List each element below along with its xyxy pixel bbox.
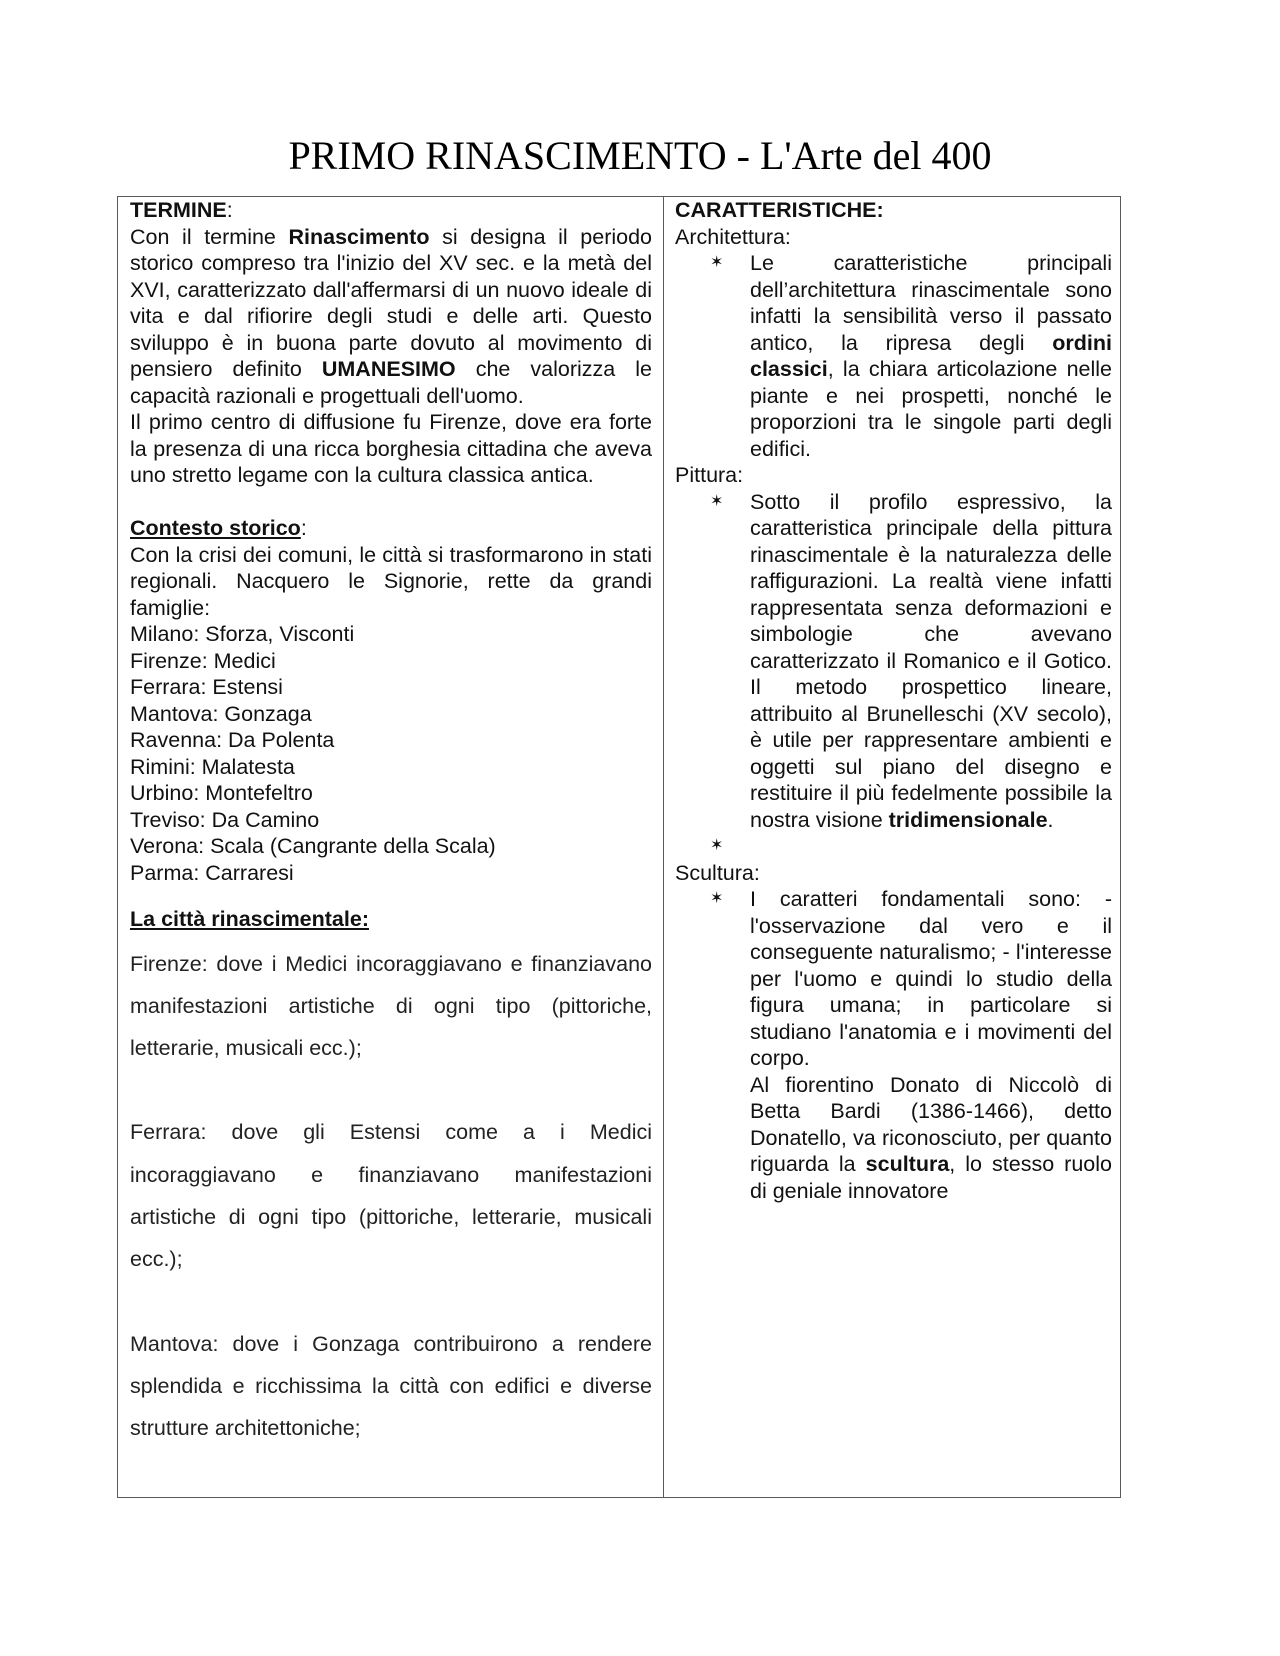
termine-paragraph-2: Il primo centro di diffusione fu Firenze, dove era forte la presenza di una ricca borghesia cittadina che aveva uno stretto legame con la cultura classica antica. xyxy=(130,410,652,487)
list-item: Ravenna: Da Polenta xyxy=(130,728,335,752)
content-table xyxy=(117,196,1121,1498)
architettura-bullet xyxy=(675,250,1112,462)
pittura-text-c: . xyxy=(1047,807,1054,832)
termine-heading: TERMINE xyxy=(130,198,227,222)
termine-heading-line xyxy=(130,197,652,224)
left-cell xyxy=(130,197,652,1449)
termine-term-umanesimo: UMANESIMO xyxy=(321,357,456,381)
pittura-term: tridimensionale xyxy=(888,807,1048,832)
contesto-colon: : xyxy=(300,516,307,540)
citta-heading-line xyxy=(130,906,652,933)
caratteristiche-heading: CARATTERISTICHE: xyxy=(675,198,884,222)
column-divider xyxy=(663,197,664,1497)
right-cell xyxy=(675,197,1112,1204)
list-item: Firenze: Medici xyxy=(130,648,276,673)
termine-term-rinascimento: Rinascimento xyxy=(288,224,430,249)
contesto-heading-line xyxy=(130,515,652,542)
architettura-text-a: Le caratteristiche principali dell’architettura rinascimentale sono infatti la sensibilità verso il passato antico, la ripresa degli xyxy=(750,251,1112,355)
scultura-term: scultura xyxy=(865,1152,950,1176)
scultura-text-1: I caratteri fondamentali sono: - l'osservazione dal vero e il conseguente naturalismo; - l'interesse per l'uomo e quindi lo studio della figura umana; in particolare si studiano l'anatomia e i movimenti del corpo. xyxy=(750,887,1112,1070)
architettura-term: ordini classici xyxy=(750,330,1112,381)
citta-paragraph-mantova: Mantova: dove i Gonzaga contribuirono a rendere splendida e ricchissima la città con edifici e diverse strutture architettoniche; xyxy=(130,1331,652,1441)
citta-paragraph-firenze: Firenze: dove i Medici incoraggiavano e finanziavano manifestazioni artistiche di ogni tipo (pittoriche, letterarie, musicali ecc.); xyxy=(130,951,652,1061)
contesto-intro: Con la crisi dei comuni, le città si trasformarono in stati regionali. Nacquero le Signorie, rette da grandi famiglie: xyxy=(130,542,652,620)
pittura-bullet xyxy=(675,489,1112,834)
star-bullet-icon: ✶ xyxy=(710,492,724,510)
pittura-label: Pittura: xyxy=(675,463,744,487)
scultura-label: Scultura: xyxy=(675,860,760,885)
list-item: Mantova: Gonzaga xyxy=(130,701,312,726)
empty-bullet xyxy=(675,833,1112,860)
citta-heading: La città rinascimentale: xyxy=(130,907,369,931)
contesto-heading: Contesto storico xyxy=(130,516,301,540)
list-item: Verona: Scala (Cangrante della Scala) xyxy=(130,834,496,858)
list-item: Treviso: Da Camino xyxy=(130,807,320,832)
list-item: Milano: Sforza, Visconti xyxy=(130,622,355,646)
termine-colon: : xyxy=(226,198,233,222)
termine-paragraph xyxy=(130,224,652,410)
scultura-text-2c: , lo stesso ruolo di geniale innovatore xyxy=(750,1152,1112,1203)
page-title: PRIMO RINASCIMENTO - L'Arte del 400 xyxy=(288,133,992,178)
scultura-text-2a: Al fiorentino Donato di Niccolò di Betta Bardi (1386-1466), detto Donatello, va riconosciuto, per quanto riguarda la xyxy=(750,1072,1112,1176)
star-bullet-icon: ✶ xyxy=(710,254,724,271)
termine-text-a: Con il termine xyxy=(130,224,289,249)
architettura-label: Architettura: xyxy=(675,224,791,249)
pittura-text-a: Sotto il profilo espressivo, la caratteristica principale della pittura rinascimentale è la naturalezza delle raffigurazioni. La realtà viene infatti rappresentata senza deformazioni e simbologie che avevano caratterizzato il Romanico e il Gotico. Il metodo prospettico lineare, attribuito al Brunelleschi (XV secolo), è utile per rappresentare ambienti e oggetti sul piano del disegno e restituire il più fedelmente possibile la nostra visione xyxy=(750,489,1112,832)
architettura-text-c: , la chiara articolazione nelle piante e nei prospetti, nonché le proporzioni tra le singole parti degli edifici. xyxy=(750,357,1112,461)
citta-paragraph-ferrara: Ferrara: dove gli Estensi come a i Medici incoraggiavano e finanziavano manifestazioni artistiche di ogni tipo (pittoriche, letterarie, musicali ecc.); xyxy=(130,1120,652,1272)
list-item: Rimini: Malatesta xyxy=(130,754,295,779)
termine-text-c: si designa il periodo storico compreso tra l'inizio del XV sec. e la metà del XVI, caratterizzato dall'affermarsi di un nuovo ideale di vita e dal rifiorire degli studi e delle arti. Questo sviluppo è in buona parte dovuto al movimento di pensiero definito xyxy=(130,224,653,381)
scultura-bullet xyxy=(675,886,1112,1072)
scultura-continuation xyxy=(675,1072,1112,1205)
termine-text-e: che valorizza le capacità razionali e progettuali dell'uomo. xyxy=(130,357,652,408)
list-item: Urbino: Montefeltro xyxy=(130,781,313,805)
star-bullet-icon: ✶ xyxy=(710,837,724,854)
star-bullet-icon: ✶ xyxy=(710,890,724,907)
list-item: Ferrara: Estensi xyxy=(130,675,283,699)
families-list xyxy=(130,621,652,886)
list-item: Parma: Carraresi xyxy=(130,860,294,885)
